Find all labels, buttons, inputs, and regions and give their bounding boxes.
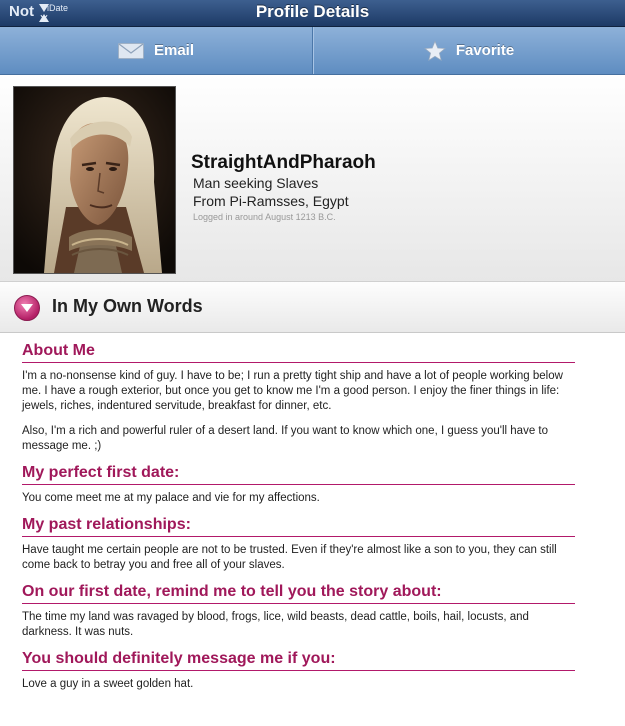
past-relationships-section [22,516,575,573]
logo-not-text: Not [9,3,34,20]
star-icon [424,40,446,62]
message-me-text: Love a guy in a sweet golden hat. [22,678,194,690]
about-me-text-2: Also, I'm a rich and powerful ruler of a desert land. If you want to know which one, I guess you'll have to message me. ;) [22,425,549,452]
page-title: Profile Details [255,2,370,21]
profile-username: StraightAndPharaoh [191,152,376,173]
title-bar [0,0,625,27]
profile-photo[interactable] [13,86,176,274]
email-label: Email [153,42,195,59]
about-me-section [22,342,575,454]
section-title: In My Own Words [52,296,203,316]
envelope-icon [118,43,144,59]
profile-location: From Pi-Ramsses, Egypt [193,193,349,209]
favorite-label: Favorite [455,42,515,59]
first-date-heading: My perfect first date: [22,464,575,485]
profile-header [0,75,625,282]
pharaoh-portrait-image [14,87,175,273]
story-text: The time my land was ravaged by blood, frogs, lice, wild beasts, dead cattle, boils, hail, locusts, and darkness. It was nuts. [22,611,529,638]
message-me-heading: You should definitely message me if you: [22,650,575,671]
first-date-section [22,464,575,506]
about-me-heading: About Me [22,342,575,363]
section-header[interactable] [0,282,625,333]
chevron-down-icon [21,304,33,312]
message-me-section [22,650,575,692]
profile-last-login: Logged in around August 1213 B.C. [193,212,336,222]
email-button[interactable] [0,27,312,74]
past-relationships-text: Have taught me certain people are not to be trusted. Even if they're almost like a son to you, they can still come back to betray you and free all of your slaves. [22,544,557,571]
about-me-text: I'm a no-nonsense kind of guy. I have to be; I run a pretty tight ship and have a lot of people working below me. I have a rough exterior, but once you get to know me I'm a good person. I enjoy the finer things in life: jewels, riches, indentured servitude, breakfast for dinner, etc. [22,370,563,412]
first-date-text: You come meet me at my palace and vie for my affections. [22,492,320,504]
logo-idate-text: iDate [47,3,69,13]
favorite-button[interactable] [312,27,625,74]
section-toggle-button[interactable] [14,295,40,321]
story-section [22,583,575,640]
action-bar [0,27,625,75]
story-heading: On our first date, remind me to tell you the story about: [22,583,575,604]
profile-seeking: Man seeking Slaves [193,175,319,191]
past-relationships-heading: My past relationships: [22,516,575,537]
profile-content [22,342,575,702]
